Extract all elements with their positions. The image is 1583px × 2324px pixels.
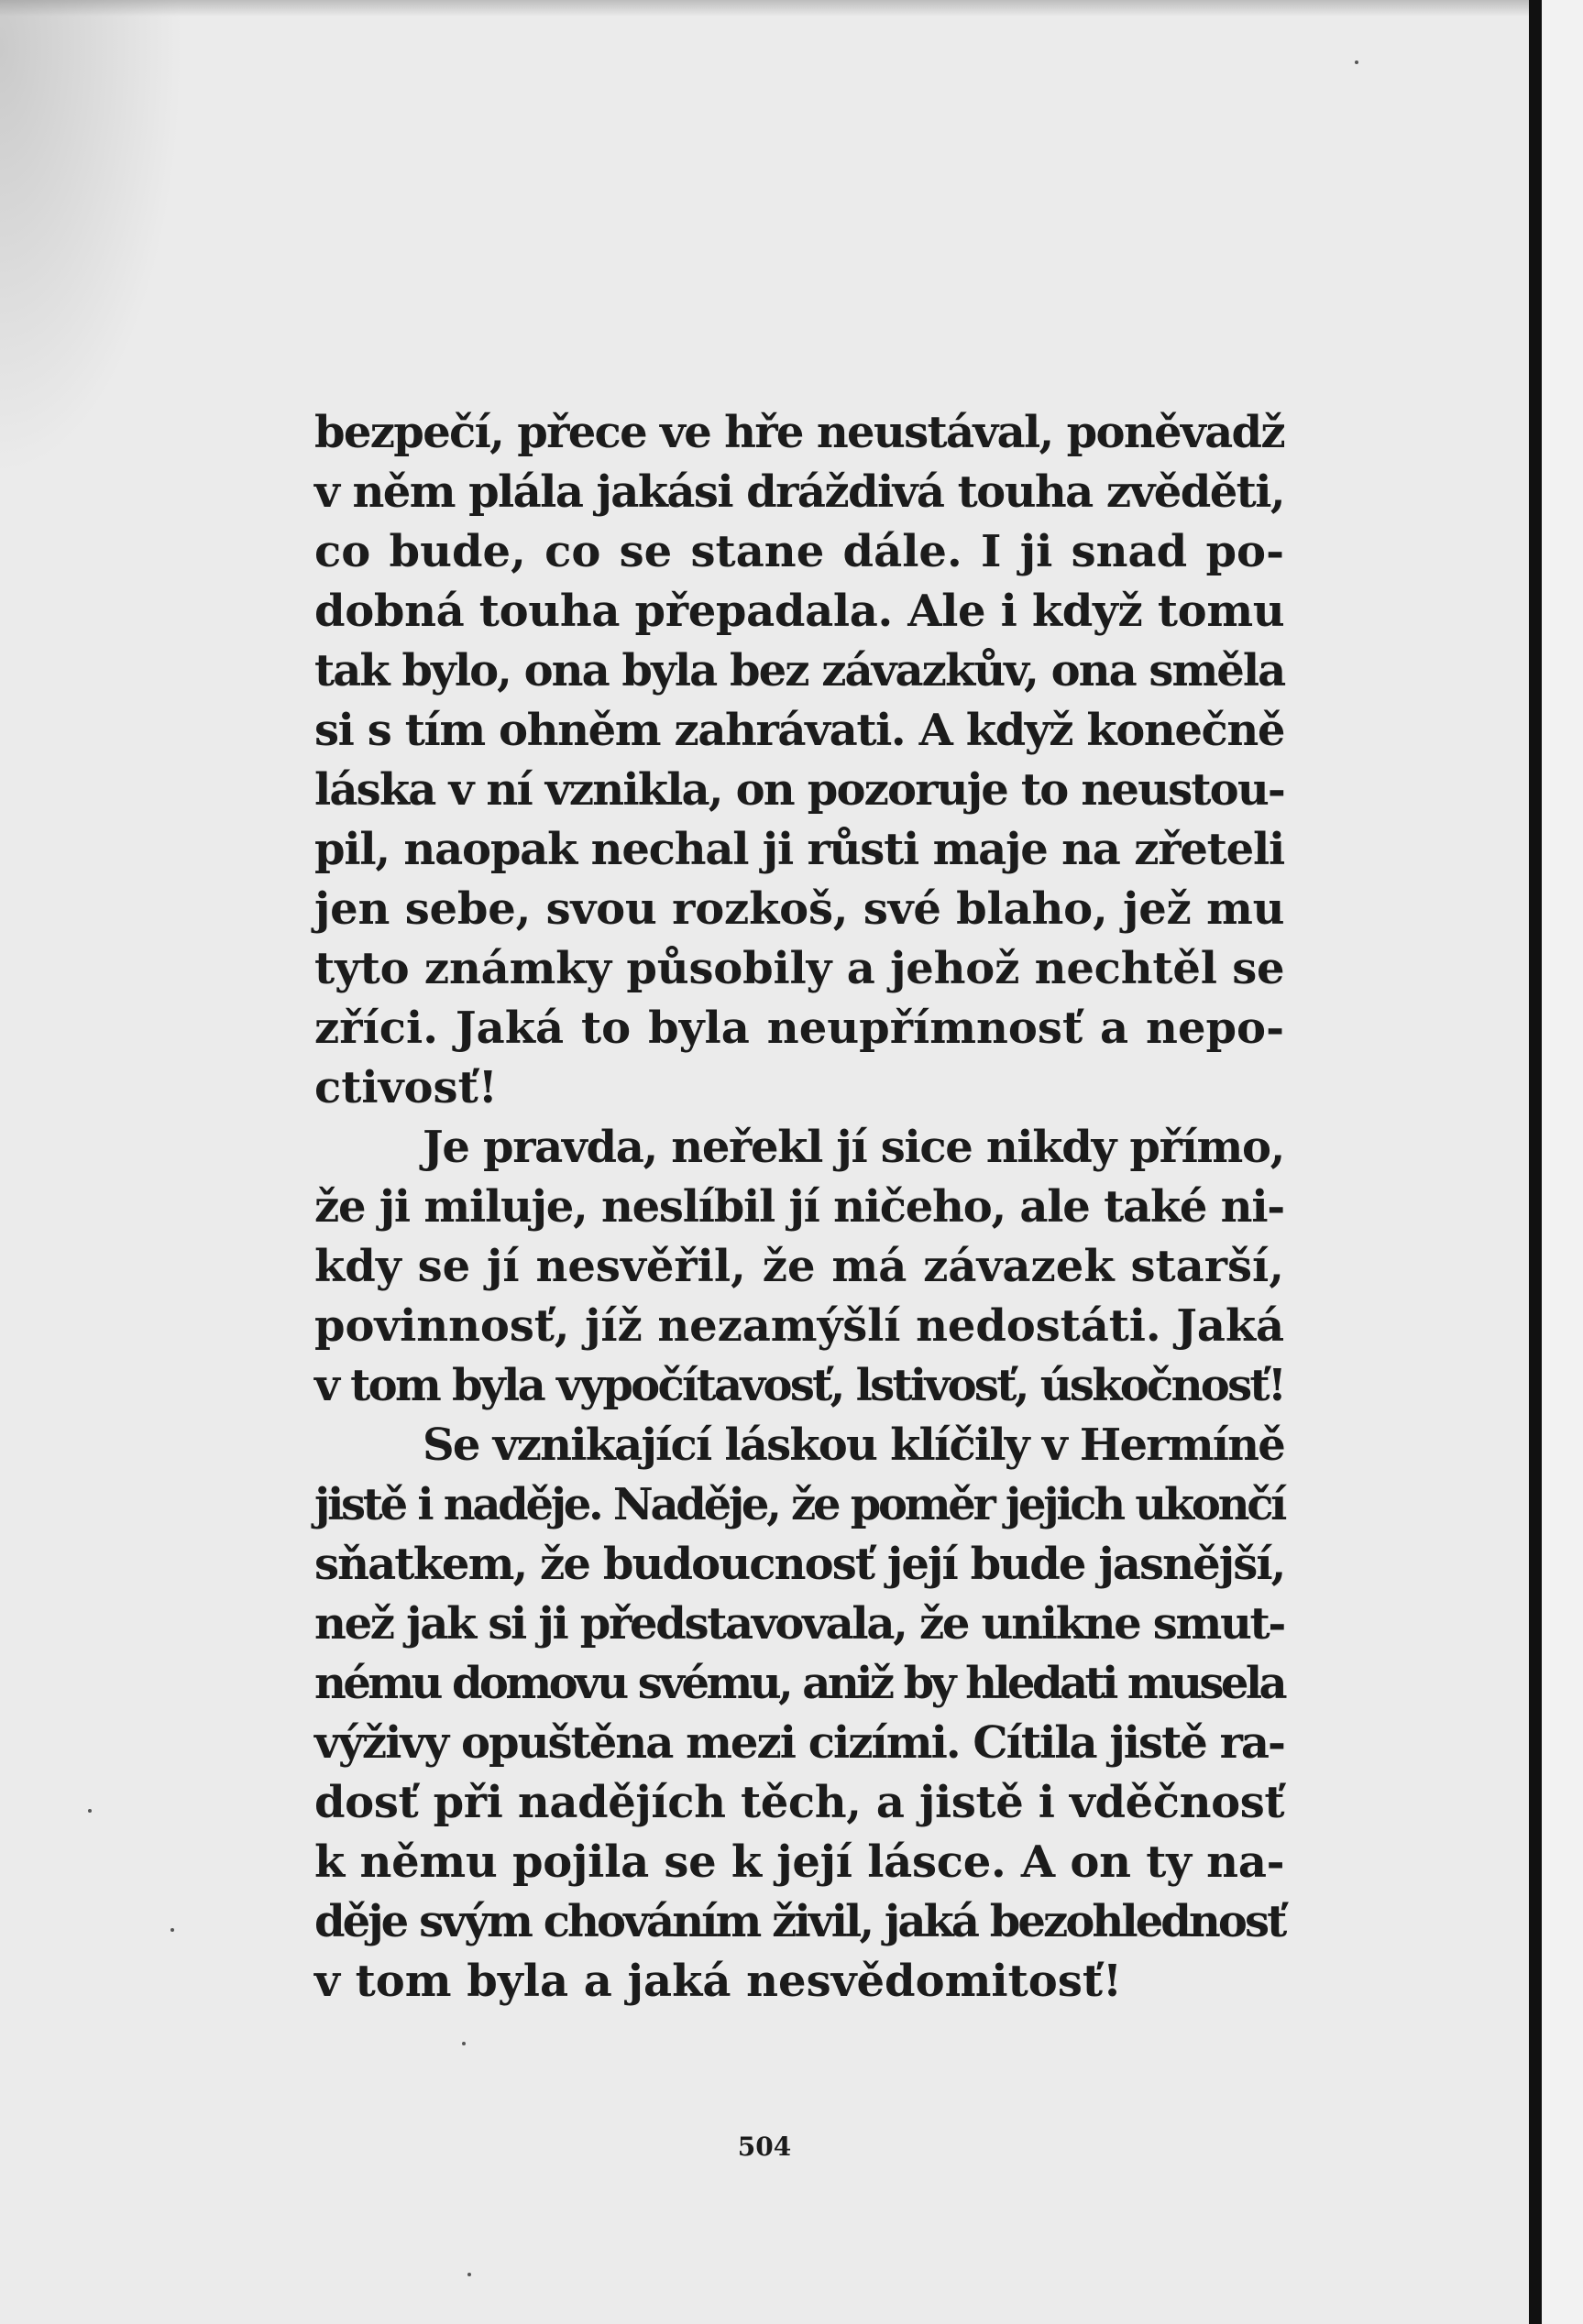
text-line: jistě i naděje. Naděje, že poměr jejich ukončí xyxy=(314,1479,1285,1530)
dust-speck xyxy=(170,1928,174,1932)
next-page-sliver xyxy=(1542,0,1583,2324)
text-line: jen sebe, svou rozkoš, své blaho, jež mu xyxy=(314,883,1285,935)
text-line-paragraph-end: v tom byla vypočítavosť, lstivosť, úskočnosť! xyxy=(314,1360,1285,1411)
dust-speck xyxy=(467,2273,471,2276)
text-line: povinnosť, jíž nezamýšlí nedostáti. Jaká xyxy=(314,1300,1284,1352)
text-line: sňatkem, že budoucnosť její bude jasnější, xyxy=(314,1539,1285,1590)
text-line: co bude, co se stane dále. I ji snad po- xyxy=(314,526,1284,577)
text-line: pil, naopak nechal ji růsti maje na zřeteli xyxy=(314,824,1284,875)
text-line: že ji miluje, neslíbil jí ničeho, ale také ni- xyxy=(314,1181,1284,1233)
text-line: k němu pojila se k její lásce. A on ty na- xyxy=(314,1836,1285,1888)
text-line: dosť při nadějích těch, a jistě i vděčnosť xyxy=(314,1777,1285,1828)
text-line: nému domovu svému, aniž by hledati musela xyxy=(314,1658,1284,1709)
text-line-paragraph-start: Je pravda, neřekl jí sice nikdy přímo, xyxy=(423,1122,1284,1173)
page-number: 504 xyxy=(737,2132,792,2162)
text-line: než jak si ji představovala, že unikne smut- xyxy=(314,1598,1284,1650)
scan-top-shadow xyxy=(0,0,1529,16)
text-line: kdy se jí nesvěřil, že má závazek starší, xyxy=(314,1241,1284,1292)
text-line: zříci. Jaká to byla neupřímnosť a nepo- xyxy=(314,1003,1284,1054)
dust-speck xyxy=(88,1809,92,1813)
book-spine-edge xyxy=(1529,0,1542,2324)
text-line-paragraph-end: v tom byla a jaká nesvědomitosť! xyxy=(314,1956,1123,2007)
dust-speck xyxy=(462,2042,466,2045)
text-line-paragraph-start: Se vznikající láskou klíčily v Hermíně xyxy=(423,1420,1284,1471)
text-line: děje svým chováním živil, jaká bezohlednosť xyxy=(314,1896,1285,1947)
text-line: dobná touha přepadala. Ale i když tomu xyxy=(314,586,1285,637)
text-line: si s tím ohněm zahrávati. A když konečně xyxy=(314,705,1284,756)
body-text xyxy=(314,403,1284,2012)
dust-speck xyxy=(1355,60,1358,64)
text-line: tyto známky působily a jehož nechtěl se xyxy=(314,943,1285,994)
text-line: bezpečí, přece ve hře neustával, poněvadž xyxy=(314,407,1284,458)
text-line: v něm plála jakási dráždivá touha zvěděti, xyxy=(314,466,1284,518)
text-line-paragraph-end: ctivosť! xyxy=(314,1062,498,1113)
scan-corner-shadow xyxy=(0,0,183,477)
text-line: tak bylo, ona byla bez závazkův, ona směla xyxy=(314,645,1285,696)
text-line: výživy opuštěna mezi cizími. Cítila jistě ra- xyxy=(314,1717,1284,1769)
text-line: láska v ní vznikla, on pozoruje to neustou- xyxy=(314,764,1284,816)
